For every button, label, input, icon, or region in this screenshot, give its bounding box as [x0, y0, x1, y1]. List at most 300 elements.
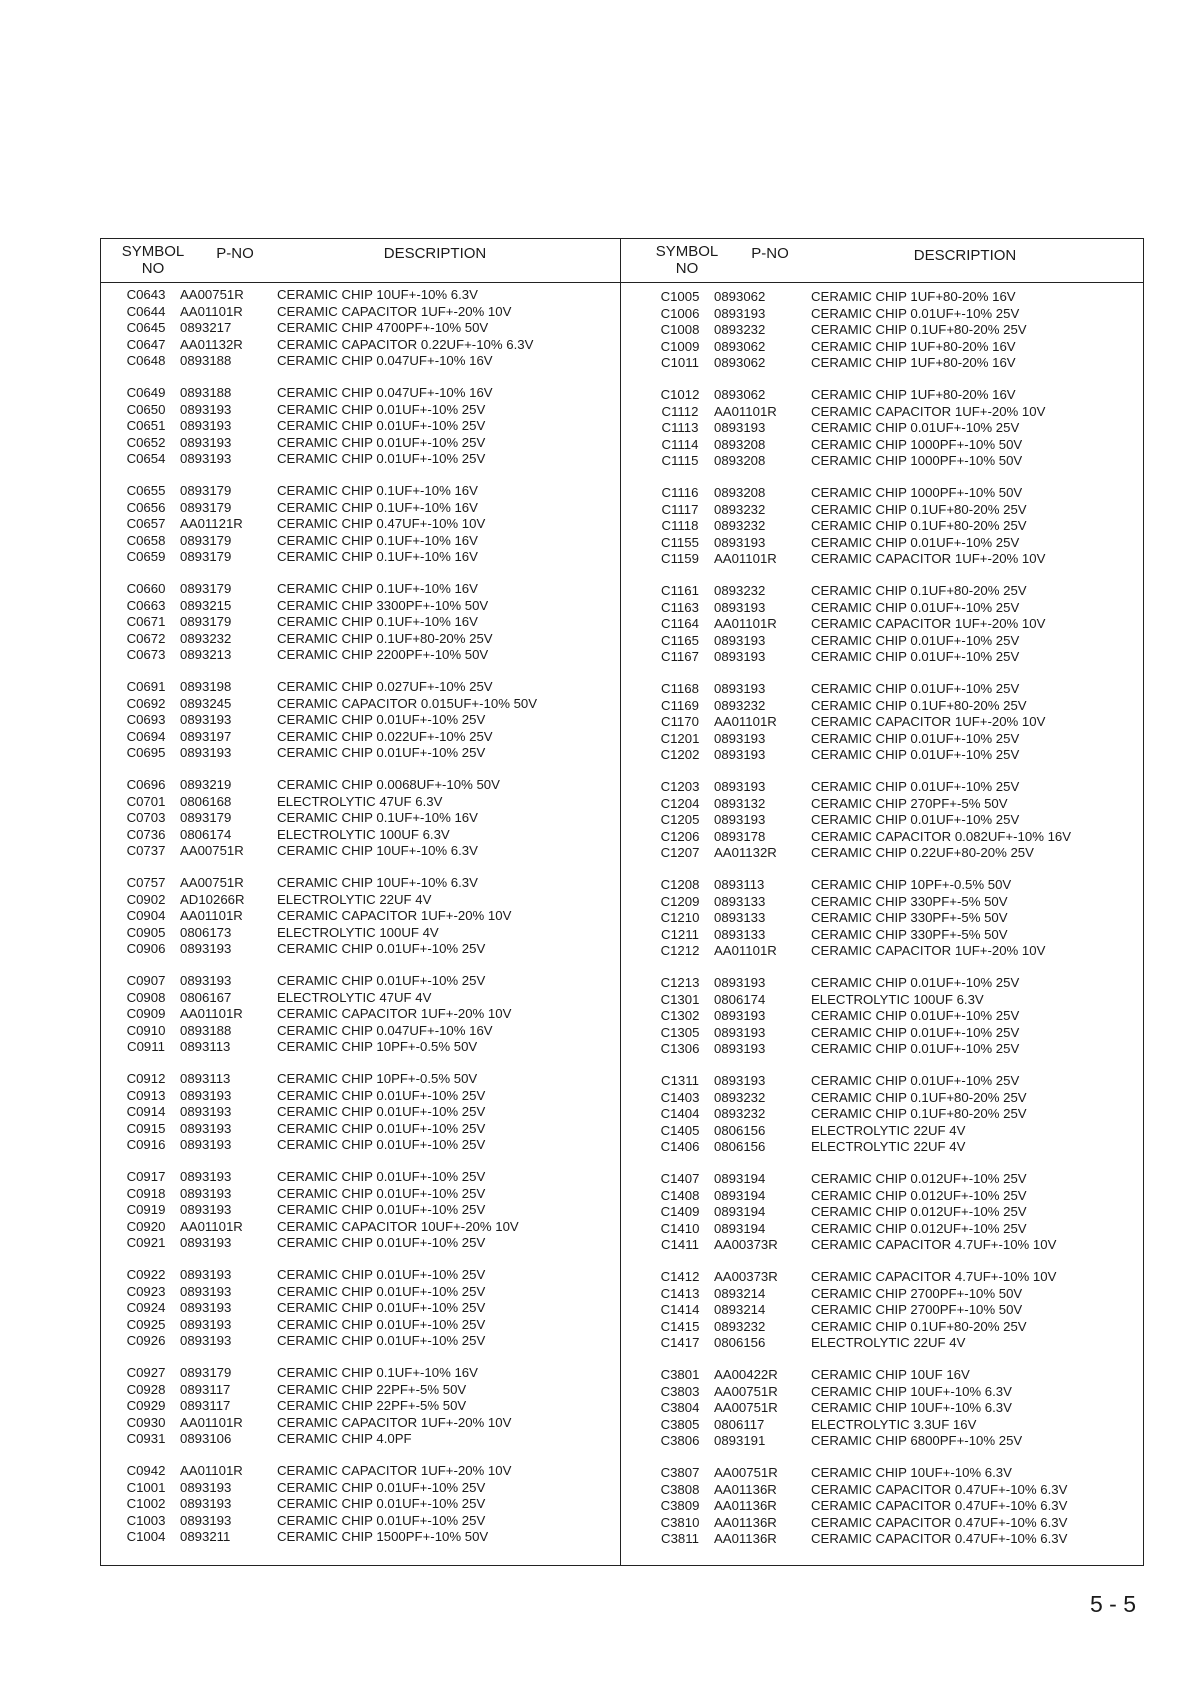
table-row	[114, 892, 634, 909]
description-cell: CERAMIC CHIP 0.1UF+80-20% 25V	[811, 322, 1027, 337]
description-cell: CERAMIC CHIP 4.0PF	[277, 1431, 412, 1446]
description-cell: CERAMIC CHIP 22PF+-5% 50V	[277, 1398, 467, 1413]
parts-group	[114, 1071, 634, 1154]
symbol-no-cell: C1004	[126, 1529, 166, 1544]
description-cell: CERAMIC CHIP 10PF+-0.5% 50V	[277, 1039, 478, 1054]
part-number-cell: AA01136R	[714, 1481, 777, 1497]
symbol-no-cell: C1403	[660, 1089, 700, 1105]
symbol-no-cell: C0657	[126, 516, 166, 531]
description-cell: CERAMIC CHIP 4700PF+-10% 50V	[277, 320, 489, 335]
description-cell: CERAMIC CHIP 10UF 16V	[811, 1367, 970, 1382]
part-number-cell: 0893232	[714, 322, 766, 337]
part-number-cell: AA00422R	[714, 1367, 778, 1382]
table-row	[648, 731, 1168, 748]
parts-group	[114, 483, 634, 566]
description-cell: CERAMIC CHIP 0.01UF+-10% 25V	[277, 1316, 486, 1332]
part-number-cell: AA01132R	[714, 845, 777, 860]
header-symbol-no-right	[652, 243, 722, 277]
description-cell: CERAMIC CHIP 0.01UF+-10% 25V	[277, 1479, 486, 1495]
parts-group	[648, 1171, 1168, 1254]
symbol-no-cell: C0672	[126, 630, 166, 646]
part-number-cell: 0893193	[714, 747, 766, 762]
table-row	[648, 1465, 1168, 1482]
table-row	[114, 973, 634, 990]
table-row	[648, 1041, 1168, 1058]
part-number-cell: 0893193	[180, 1479, 232, 1495]
table-row	[114, 712, 634, 729]
symbol-no-cell: C1208	[660, 877, 700, 892]
left-parts-column	[114, 287, 634, 1561]
part-number-cell: 0893193	[714, 599, 766, 615]
table-row	[114, 385, 634, 402]
description-cell: CERAMIC CHIP 0.1UF+80-20% 25V	[811, 1089, 1027, 1105]
symbol-no-cell: C1405	[660, 1122, 700, 1138]
part-number-cell: 0806168	[180, 793, 232, 809]
table-row	[648, 306, 1168, 323]
parts-group	[648, 877, 1168, 960]
table-row	[114, 925, 634, 942]
symbol-no-cell: C0648	[126, 353, 166, 368]
symbol-no-cell: C1302	[660, 1008, 700, 1023]
description-cell: CERAMIC CAPACITOR 1UF+-20% 10V	[811, 714, 1046, 729]
symbol-no-cell: C0924	[126, 1300, 166, 1315]
symbol-no-cell: C1167	[661, 649, 699, 664]
symbol-no-cell: C1301	[660, 991, 700, 1007]
table-row	[648, 1204, 1168, 1221]
symbol-no-cell: C0920	[126, 1218, 166, 1234]
symbol-no-cell: C1417	[660, 1335, 700, 1350]
symbol-no-cell: C1213	[660, 975, 700, 990]
symbol-no-cell: C1211	[661, 926, 699, 942]
parts-group	[114, 1463, 634, 1546]
part-number-cell: 0893193	[180, 1235, 232, 1250]
table-row	[114, 729, 634, 746]
symbol-no-cell: C1409	[660, 1204, 700, 1219]
part-number-cell: 0893193	[180, 401, 232, 417]
description-cell: ELECTROLYTIC 100UF 6.3V	[811, 991, 984, 1007]
symbol-no-cell: C0654	[126, 451, 166, 466]
part-number-cell: 0806174	[180, 826, 232, 842]
table-row	[114, 1284, 634, 1301]
parts-group	[648, 779, 1168, 862]
description-cell: CERAMIC CHIP 0.01UF+-10% 25V	[277, 401, 486, 417]
description-cell: CERAMIC CHIP 0.01UF+-10% 25V	[811, 681, 1020, 696]
symbol-no-cell: C3807	[660, 1465, 700, 1480]
description-cell: CERAMIC CHIP 0.012UF+-10% 25V	[811, 1171, 1027, 1186]
table-row	[648, 616, 1168, 633]
table-row	[648, 698, 1168, 715]
part-number-cell: 0893193	[180, 941, 232, 956]
part-number-cell: 0893194	[714, 1220, 766, 1236]
description-cell: CERAMIC CHIP 1UF+80-20% 16V	[811, 338, 1016, 354]
table-row	[648, 633, 1168, 650]
part-number-cell: 0893193	[714, 1041, 766, 1056]
description-cell: CERAMIC CHIP 0.01UF+-10% 25V	[277, 1104, 486, 1119]
symbol-no-cell: C0663	[126, 597, 166, 613]
description-cell: CERAMIC CHIP 330PF+-5% 50V	[811, 893, 1008, 909]
description-cell: CERAMIC CHIP 0.01UF+-10% 25V	[811, 649, 1020, 664]
description-cell: CERAMIC CHIP 10UF+-10% 6.3V	[811, 1465, 1012, 1480]
part-number-cell: 0806156	[714, 1122, 766, 1138]
symbol-no-cell: C0644	[126, 303, 166, 319]
table-row	[114, 287, 634, 304]
part-number-cell: 0893193	[180, 1512, 232, 1528]
table-row	[114, 1186, 634, 1203]
header-no-label: NO	[675, 260, 699, 277]
symbol-no-cell: C0650	[126, 401, 166, 417]
part-number-cell: 0893194	[714, 1187, 766, 1203]
part-number-cell: 0893193	[180, 1120, 232, 1136]
symbol-no-cell: C0757	[126, 875, 166, 890]
part-number-cell: 0893179	[180, 549, 232, 564]
description-cell: CERAMIC CHIP 0.01UF+-10% 25V	[811, 420, 1020, 435]
table-row	[114, 500, 634, 517]
table-row	[648, 681, 1168, 698]
table-row	[114, 337, 634, 354]
part-number-cell: AA01101R	[180, 1006, 243, 1021]
table-row	[648, 420, 1168, 437]
part-number-cell: 0893219	[180, 777, 232, 792]
table-row	[648, 1025, 1168, 1042]
part-number-cell: AA00751R	[714, 1383, 778, 1399]
table-row	[114, 451, 634, 468]
symbol-no-cell: C0913	[126, 1087, 166, 1103]
part-number-cell: 0893208	[714, 485, 766, 500]
description-cell: CERAMIC CHIP 1500PF+-10% 50V	[277, 1529, 489, 1544]
description-cell: CERAMIC CHIP 0.027UF+-10% 25V	[277, 679, 493, 694]
symbol-no-cell: C0647	[126, 336, 166, 352]
symbol-no-cell: C0909	[126, 1006, 166, 1021]
symbol-no-cell: C1008	[660, 322, 700, 337]
symbol-no-cell: C0655	[126, 483, 166, 498]
part-number-cell: 0893193	[714, 1008, 766, 1023]
symbol-no-cell: C1407	[660, 1171, 700, 1186]
description-cell: CERAMIC CHIP 0.01UF+-10% 25V	[277, 941, 486, 956]
table-row	[648, 779, 1168, 796]
parts-group	[648, 681, 1168, 764]
table-row	[648, 1400, 1168, 1417]
symbol-no-cell: C0922	[126, 1267, 166, 1282]
symbol-no-cell: C1116	[661, 485, 699, 500]
table-row	[114, 941, 634, 958]
description-cell: CERAMIC CHIP 0.01UF+-10% 25V	[811, 812, 1020, 827]
description-cell: CERAMIC CAPACITOR 1UF+-20% 10V	[811, 551, 1046, 566]
symbol-no-cell: C3805	[660, 1416, 700, 1432]
description-cell: CERAMIC CHIP 0.1UF+80-20% 25V	[811, 501, 1027, 517]
part-number-cell: AA01132R	[180, 336, 243, 352]
part-number-cell: AA01121R	[180, 516, 243, 531]
symbol-no-cell: C0902	[126, 891, 166, 907]
part-number-cell: AA00751R	[180, 843, 244, 858]
symbol-no-cell: C1209	[660, 893, 700, 909]
description-cell: CERAMIC CHIP 0.01UF+-10% 25V	[277, 1300, 486, 1315]
part-number-cell: 0893208	[714, 453, 766, 468]
part-number-cell: 0806156	[714, 1335, 766, 1350]
symbol-no-cell: C1413	[660, 1285, 700, 1301]
description-cell: CERAMIC CHIP 0.01UF+-10% 25V	[277, 1169, 486, 1184]
table-row	[114, 1513, 634, 1530]
description-cell: CERAMIC CAPACITOR 0.47UF+-10% 6.3V	[811, 1514, 1068, 1530]
table-row	[114, 696, 634, 713]
header-pno-left: P-NO	[216, 245, 254, 262]
description-cell: CERAMIC CHIP 0.01UF+-10% 25V	[277, 1267, 486, 1282]
symbol-no-cell: C0660	[126, 581, 166, 596]
description-cell: CERAMIC CHIP 1UF+80-20% 16V	[811, 387, 1016, 402]
symbol-no-cell: C1001	[126, 1479, 166, 1495]
symbol-no-cell: C1210	[660, 910, 700, 925]
table-row	[114, 533, 634, 550]
symbol-no-cell: C0910	[126, 1022, 166, 1038]
parts-group	[114, 777, 634, 860]
table-row	[114, 679, 634, 696]
part-number-cell: 0893232	[714, 697, 766, 713]
description-cell: CERAMIC CHIP 0.01UF+-10% 25V	[277, 1235, 486, 1250]
table-row	[648, 502, 1168, 519]
table-row	[648, 600, 1168, 617]
table-row	[114, 402, 634, 419]
symbol-no-cell: C0671	[126, 614, 166, 629]
symbol-no-cell: C3804	[660, 1400, 700, 1415]
part-number-cell: 0893188	[180, 385, 232, 400]
description-cell: CERAMIC CAPACITOR 1UF+-20% 10V	[811, 943, 1046, 958]
parts-group	[648, 1269, 1168, 1352]
parts-group	[114, 1365, 634, 1448]
description-cell: CERAMIC CAPACITOR 1UF+-20% 10V	[811, 403, 1046, 419]
table-row	[648, 437, 1168, 454]
part-number-cell: 0893232	[714, 1106, 766, 1121]
symbol-no-cell: C0651	[126, 418, 166, 433]
part-number-cell: 0893193	[714, 1073, 766, 1088]
parts-group	[648, 1367, 1168, 1450]
part-number-cell: AD10266R	[180, 891, 245, 907]
table-row	[648, 992, 1168, 1009]
description-cell: CERAMIC CHIP 0.01UF+-10% 25V	[277, 1283, 486, 1299]
symbol-no-cell: C1168	[661, 681, 699, 696]
part-number-cell: 0893133	[714, 926, 766, 942]
table-row	[114, 631, 634, 648]
symbol-no-cell: C0658	[126, 532, 166, 548]
description-cell: CERAMIC CHIP 0.1UF+-10% 16V	[277, 614, 478, 629]
symbol-no-cell: C0917	[126, 1169, 166, 1184]
description-cell: CERAMIC CHIP 0.1UF+-10% 16V	[277, 581, 478, 596]
symbol-no-cell: C0914	[126, 1104, 166, 1119]
table-row	[114, 1071, 634, 1088]
part-number-cell: 0893194	[714, 1171, 766, 1186]
part-number-cell: 0893113	[180, 1071, 231, 1086]
part-number-cell: 0893193	[180, 1202, 232, 1217]
table-row	[114, 1023, 634, 1040]
description-cell: CERAMIC CHIP 0.01UF+-10% 25V	[277, 1137, 486, 1152]
part-number-cell: 0893113	[714, 877, 765, 892]
symbol-no-cell: C1161	[661, 583, 699, 598]
symbol-no-cell: C0907	[126, 973, 166, 988]
symbol-no-cell: C1305	[660, 1024, 700, 1040]
header-no-label: NO	[141, 260, 165, 277]
symbol-no-cell: C0643	[126, 287, 166, 302]
symbol-no-cell: C1408	[660, 1187, 700, 1203]
header-description-left: DESCRIPTION	[383, 245, 487, 262]
parts-group	[648, 1073, 1168, 1156]
description-cell: CERAMIC CHIP 0.47UF+-10% 10V	[277, 516, 486, 531]
description-cell: ELECTROLYTIC 47UF 6.3V	[277, 793, 443, 809]
description-cell: CERAMIC CHIP 0.01UF+-10% 25V	[811, 730, 1020, 746]
part-number-cell: 0893232	[714, 501, 766, 517]
table-row	[648, 1433, 1168, 1450]
description-cell: CERAMIC CHIP 0.22UF+80-20% 25V	[811, 845, 1034, 860]
part-number-cell: 0893214	[714, 1302, 766, 1317]
symbol-no-cell: C1311	[661, 1073, 699, 1088]
symbol-no-cell: C0918	[126, 1185, 166, 1201]
description-cell: CERAMIC CHIP 0.047UF+-10% 16V	[277, 385, 493, 400]
description-cell: CERAMIC CHIP 0.1UF+80-20% 25V	[811, 697, 1027, 713]
part-number-cell: AA01101R	[180, 303, 243, 319]
description-cell: CERAMIC CHIP 1000PF+-10% 50V	[811, 436, 1023, 452]
symbol-no-cell: C0656	[126, 499, 166, 515]
description-cell: CERAMIC CHIP 0.01UF+-10% 25V	[277, 712, 486, 727]
description-cell: CERAMIC CHIP 2700PF+-10% 50V	[811, 1285, 1023, 1301]
parts-group	[114, 875, 634, 958]
symbol-no-cell: C1201	[660, 730, 700, 746]
part-number-cell: AA01101R	[714, 551, 777, 566]
part-number-cell: 0893193	[714, 779, 766, 794]
table-row	[114, 353, 634, 370]
symbol-no-cell: C1212	[660, 943, 700, 958]
description-cell: CERAMIC CAPACITOR 1UF+-20% 10V	[277, 1463, 512, 1478]
description-cell: CERAMIC CHIP 0.0068UF+-10% 50V	[277, 777, 500, 792]
part-number-cell: 0893217	[180, 320, 232, 335]
symbol-no-cell: C0926	[126, 1333, 166, 1348]
description-cell: CERAMIC CAPACITOR 1UF+-20% 10V	[277, 1414, 512, 1430]
table-row	[648, 289, 1168, 306]
description-cell: ELECTROLYTIC 100UF 4V	[277, 924, 439, 940]
symbol-no-cell: C0925	[126, 1316, 166, 1332]
table-row	[114, 827, 634, 844]
symbol-no-cell: C0673	[126, 647, 166, 662]
part-number-cell: 0893178	[714, 828, 766, 844]
part-number-cell: 0893179	[180, 810, 232, 825]
table-row	[114, 1529, 634, 1546]
description-cell: CERAMIC CHIP 1000PF+-10% 50V	[811, 485, 1023, 500]
part-number-cell: AA01136R	[714, 1498, 777, 1513]
table-row	[114, 581, 634, 598]
description-cell: CERAMIC CAPACITOR 1UF+-20% 10V	[277, 1006, 512, 1021]
parts-group	[648, 387, 1168, 470]
description-cell: CERAMIC CHIP 0.01UF+-10% 25V	[277, 1087, 486, 1103]
description-cell: CERAMIC CHIP 0.01UF+-10% 25V	[811, 1073, 1020, 1088]
description-cell: CERAMIC CAPACITOR 1UF+-20% 10V	[277, 908, 512, 923]
description-cell: CERAMIC CHIP 0.01UF+-10% 25V	[811, 1024, 1020, 1040]
symbol-no-cell: C1155	[661, 534, 699, 550]
part-number-cell: 0893232	[714, 583, 766, 598]
table-row	[648, 339, 1168, 356]
table-row	[648, 1531, 1168, 1548]
symbol-no-cell: C0906	[126, 941, 166, 956]
part-number-cell: 0893133	[714, 910, 766, 925]
part-number-cell: 0806167	[180, 989, 232, 1005]
part-number-cell: 0806174	[714, 991, 766, 1007]
part-number-cell: 0893193	[180, 1283, 232, 1299]
part-number-cell: 0893194	[714, 1204, 766, 1219]
table-row	[114, 598, 634, 615]
symbol-no-cell: C0927	[126, 1365, 166, 1380]
table-row	[114, 1006, 634, 1023]
table-row	[114, 810, 634, 827]
table-row	[648, 583, 1168, 600]
table-row	[114, 1104, 634, 1121]
table-row	[114, 1137, 634, 1154]
table-row	[648, 518, 1168, 535]
table-row	[114, 1121, 634, 1138]
table-row	[648, 1171, 1168, 1188]
symbol-no-cell: C1006	[660, 305, 700, 321]
table-row	[648, 812, 1168, 829]
part-number-cell: 0893193	[180, 1169, 232, 1184]
table-row	[648, 845, 1168, 862]
part-number-cell: 0893193	[714, 420, 766, 435]
table-row	[114, 1398, 634, 1415]
part-number-cell: 0893193	[180, 745, 232, 760]
part-number-cell: 0893193	[714, 632, 766, 648]
part-number-cell: 0893113	[180, 1039, 231, 1054]
table-row	[114, 1300, 634, 1317]
symbol-no-cell: C0916	[126, 1137, 166, 1152]
symbol-no-cell: C1002	[126, 1496, 166, 1511]
symbol-no-cell: C0942	[126, 1463, 166, 1478]
symbol-no-cell: C0912	[126, 1071, 166, 1086]
table-row	[648, 1008, 1168, 1025]
table-row	[648, 322, 1168, 339]
symbol-no-cell: C1207	[660, 845, 700, 860]
description-cell: CERAMIC CHIP 0.01UF+-10% 25V	[811, 1008, 1020, 1023]
table-row	[648, 1123, 1168, 1140]
symbol-no-cell: C0703	[126, 810, 166, 825]
table-row	[648, 1188, 1168, 1205]
description-cell: CERAMIC CHIP 0.01UF+-10% 25V	[811, 747, 1020, 762]
description-cell: CERAMIC CHIP 0.01UF+-10% 25V	[277, 1496, 486, 1511]
table-row	[114, 1431, 634, 1448]
part-number-cell: AA01101R	[714, 616, 777, 631]
header-divider	[100, 282, 1144, 283]
description-cell: ELECTROLYTIC 22UF 4V	[811, 1122, 966, 1138]
table-row	[648, 894, 1168, 911]
table-row	[648, 975, 1168, 992]
table-row	[648, 796, 1168, 813]
table-row	[114, 1415, 634, 1432]
table-row	[114, 1382, 634, 1399]
part-number-cell: 0893179	[180, 581, 232, 596]
table-row	[648, 1302, 1168, 1319]
description-cell: CERAMIC CHIP 330PF+-5% 50V	[811, 926, 1008, 942]
table-row	[114, 1317, 634, 1334]
part-number-cell: 0893193	[180, 1185, 232, 1201]
part-number-cell: 0806173	[180, 924, 232, 940]
description-cell: CERAMIC CAPACITOR 4.7UF+-10% 10V	[811, 1237, 1057, 1252]
description-cell: CERAMIC CHIP 0.01UF+-10% 25V	[277, 418, 486, 433]
right-parts-column	[648, 289, 1168, 1563]
header-symbol-label: SYMBOL	[121, 243, 185, 260]
symbol-no-cell: C1112	[661, 403, 699, 419]
symbol-no-cell: C1414	[660, 1302, 700, 1317]
part-number-cell: 0893193	[180, 973, 232, 988]
part-number-cell: 0893179	[180, 1365, 232, 1380]
symbol-no-cell: C0930	[126, 1414, 166, 1430]
description-cell: CERAMIC CAPACITOR 0.015UF+-10% 50V	[277, 695, 538, 711]
symbol-no-cell: C0696	[126, 777, 166, 792]
symbol-no-cell: C1117	[661, 501, 699, 517]
symbol-no-cell: C1012	[660, 387, 700, 402]
part-number-cell: 0893193	[180, 1316, 232, 1332]
table-row	[114, 777, 634, 794]
